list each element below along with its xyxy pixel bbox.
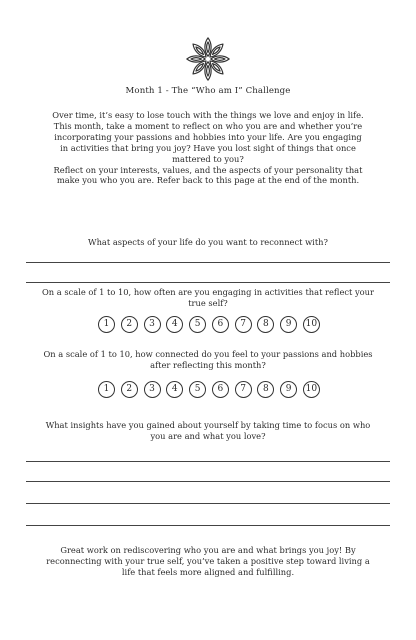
rating-option-4[interactable]: 4 xyxy=(166,316,183,333)
rating-option-10[interactable]: 10 xyxy=(303,316,320,333)
answer-line[interactable] xyxy=(26,481,390,482)
rating-option-8[interactable]: 8 xyxy=(257,316,274,333)
mandala-flower-icon xyxy=(185,36,231,82)
closing-message: Great work on rediscovering who you are and what brings you joy! By reconnecting with your true self, you’ve taken a positive step toward living a life that feels more aligned and fulfilling. xyxy=(46,545,370,577)
rating-option-6[interactable]: 6 xyxy=(212,316,229,333)
rating-option-2[interactable]: 2 xyxy=(121,316,138,333)
intro-text xyxy=(50,110,366,186)
rating-option-7[interactable]: 7 xyxy=(235,316,252,333)
intro-paragraph-1: Over time, it’s easy to lose touch with the things we love and enjoy in life. This month, take a moment to reflect on who you are and whether you’re incorporating your passions and hobbies into your life. Are you engaging in activities that bring you joy? Have you lost sight of things that once mattered to you? xyxy=(52,110,364,164)
intro-paragraph-2: Reflect on your interests, values, and the aspects of your personality that make you who you are. Refer back to this page at the end of the month. xyxy=(53,164,363,186)
rating-option-6[interactable]: 6 xyxy=(212,381,229,398)
rating-option-2[interactable]: 2 xyxy=(121,381,138,398)
rating-scale-connected xyxy=(98,381,320,399)
question-reconnect: What aspects of your life do you want to reconnect with? xyxy=(88,237,328,247)
rating-option-7[interactable]: 7 xyxy=(235,381,252,398)
answer-line[interactable] xyxy=(26,525,390,526)
rating-option-4[interactable]: 4 xyxy=(166,381,183,398)
rating-option-5[interactable]: 5 xyxy=(189,381,206,398)
rating-option-3[interactable]: 3 xyxy=(144,381,161,398)
answer-line[interactable] xyxy=(26,282,390,283)
question-insights: What insights have you gained about yourself by taking time to focus on who you are and what you love? xyxy=(45,420,371,441)
rating-option-1[interactable]: 1 xyxy=(98,381,115,398)
rating-option-8[interactable]: 8 xyxy=(257,381,274,398)
rating-option-9[interactable]: 9 xyxy=(280,316,297,333)
rating-option-3[interactable]: 3 xyxy=(144,316,161,333)
rating-option-10[interactable]: 10 xyxy=(303,381,320,398)
rating-option-1[interactable]: 1 xyxy=(98,316,115,333)
question-scale-often: On a scale of 1 to 10, how often are you engaging in activities that reflect your true self? xyxy=(42,287,374,308)
rating-option-5[interactable]: 5 xyxy=(189,316,206,333)
question-scale-connected: On a scale of 1 to 10, how connected do you feel to your passions and hobbies after reflecting this month? xyxy=(43,349,373,370)
rating-option-9[interactable]: 9 xyxy=(280,381,297,398)
answer-line[interactable] xyxy=(26,461,390,462)
rating-scale-often xyxy=(98,316,320,334)
answer-line[interactable] xyxy=(26,503,390,504)
answer-line[interactable] xyxy=(26,262,390,263)
page-title: Month 1 - The “Who am I” Challenge xyxy=(125,86,291,96)
